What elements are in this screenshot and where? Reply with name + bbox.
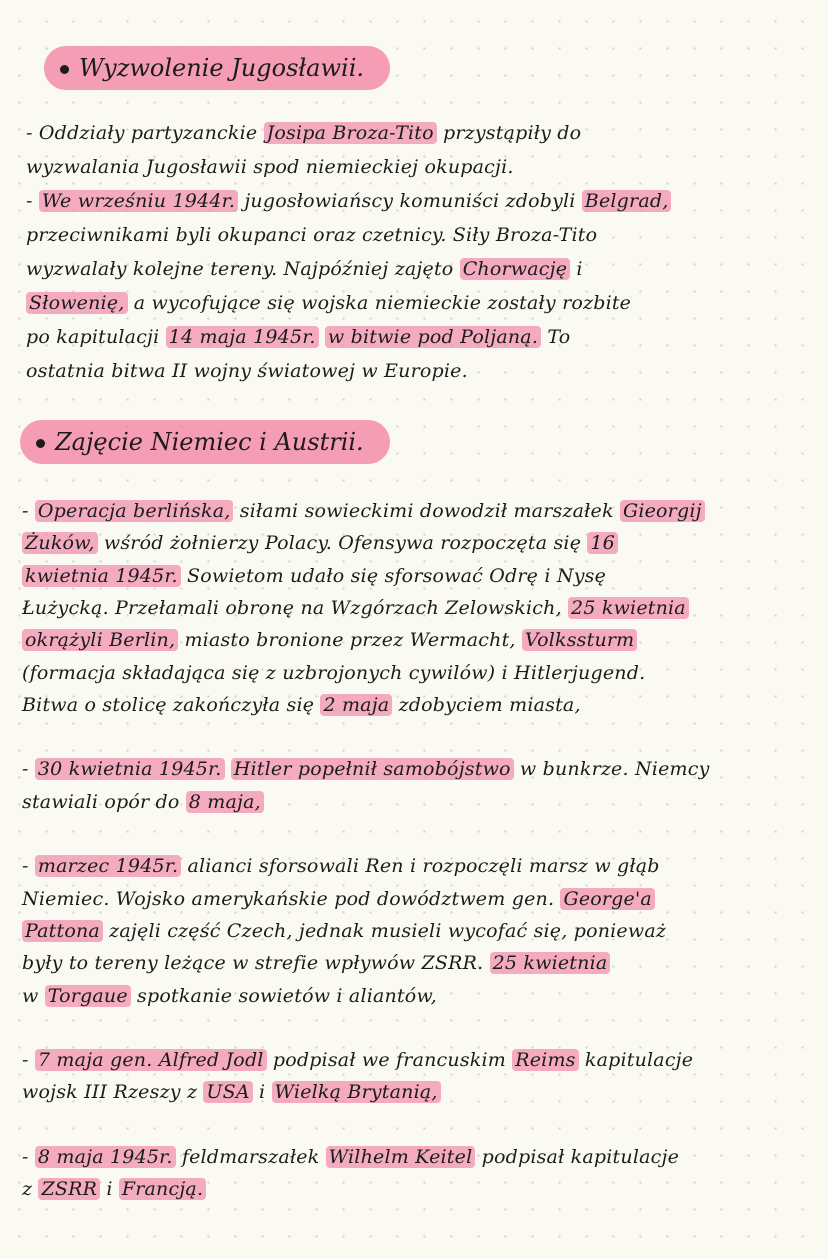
highlighted-text: 14 maja 1945r. [166, 326, 319, 348]
highlighted-text: Wilhelm Keitel [326, 1146, 476, 1168]
note-line [0, 690, 828, 720]
highlighted-text: Wielką Brytanią, [272, 1081, 441, 1103]
highlighted-text: Josipa Broza-Tito [264, 122, 437, 144]
bullet-icon [60, 65, 69, 74]
highlighted-text: Francją. [119, 1178, 206, 1200]
highlighted-text: Operacja berlińska, [35, 500, 234, 522]
note-text: i [252, 1081, 272, 1104]
bullet-icon [36, 439, 45, 448]
highlighted-text: kwietnia 1945r. [22, 565, 181, 587]
note-line [0, 625, 828, 655]
highlighted-text: 25 kwietnia [568, 597, 689, 619]
highlighted-text: George'a [560, 888, 655, 910]
note-line [0, 1174, 828, 1204]
highlighted-text: Żuków, [22, 532, 98, 554]
note-text: z [22, 1178, 39, 1201]
note-text: Bitwa o stolicę zakończyła się [22, 693, 321, 716]
note-text: a wycofujące się wojska niemieckie zostały rozbite [127, 292, 632, 314]
highlighted-text: marzec 1945r. [35, 855, 181, 877]
note-line [0, 981, 828, 1011]
note-text [225, 758, 231, 780]
highlighted-text: ZSRR [38, 1178, 100, 1200]
note-line [0, 658, 828, 688]
note-text: były to tereny leżące w strefie wpływów ZSRR. [22, 952, 490, 975]
highlighted-text: 16 [587, 532, 618, 554]
note-text: kapitulacje [578, 1049, 694, 1072]
highlighted-text: Słowenię, [26, 292, 128, 314]
note-text: - [22, 500, 35, 522]
note-text: po kapitulacji [26, 326, 166, 348]
highlighted-text: Torgaue [45, 985, 131, 1007]
note-line [0, 322, 828, 352]
note-text: przeciwnikami byli okupanci oraz czetnicy. Siły Broza-Tito [26, 224, 598, 246]
highlighted-text: Pattona [22, 920, 103, 942]
note-line [0, 220, 828, 250]
note-text: zdobyciem miasta, [392, 693, 581, 716]
highlighted-text: USA [203, 1081, 252, 1103]
note-text: To [541, 326, 571, 348]
note-text [319, 326, 325, 348]
note-line [0, 561, 828, 591]
note-text: - [22, 855, 35, 878]
highlighted-text: w bitwie pod Poljaną. [325, 326, 541, 348]
highlighted-text: Reims [512, 1049, 578, 1071]
note-line [0, 916, 828, 946]
section-heading-yugoslavia: Wyzwolenie Jugosławii. [44, 46, 390, 90]
note-text: podpisał we francuskim [266, 1049, 513, 1072]
note-text: - Oddziały partyzanckie [26, 122, 264, 144]
note-text: siłami sowieckimi dowodził marszałek [233, 500, 620, 522]
note-text: zajęli część Czech, jednak musieli wycofać się, ponieważ [102, 919, 667, 942]
note-text: feldmarszałek [175, 1146, 326, 1168]
note-line [0, 118, 828, 148]
note-line [0, 948, 828, 978]
highlighted-text: 7 maja gen. Alfred Jodl [35, 1049, 267, 1071]
note-line [0, 496, 828, 526]
highlighted-text: Gieorgij [620, 500, 705, 522]
note-line [0, 1045, 828, 1075]
note-text: (formacja składająca się z uzbrojonych cywilów) i Hitlerjugend. [22, 661, 646, 684]
note-text: jugosłowiańscy komuniści zdobyli [238, 190, 582, 212]
section-heading-germany-austria: Zajęcie Niemiec i Austrii. [20, 420, 390, 464]
highlighted-text: Volkssturm [522, 629, 637, 651]
note-text: wśród żołnierzy Polacy. Ofensywa rozpoczęta się [97, 532, 588, 555]
note-line [0, 254, 828, 284]
note-text: - [26, 190, 39, 212]
note-line [0, 754, 828, 784]
note-text: wyzwalania Jugosławii spod niemieckiej okupacji. [26, 156, 514, 178]
note-text: Łużycką. Przełamali obronę na Wzgórzach Zelowskich, [22, 596, 569, 619]
note-line [0, 528, 828, 558]
note-line [0, 884, 828, 914]
note-line [0, 1077, 828, 1107]
highlighted-text: 8 maja, [186, 791, 264, 813]
note-text: miasto bronione przez Wermacht, [178, 629, 522, 652]
note-text: w [22, 984, 45, 1007]
note-line [0, 593, 828, 623]
note-line [0, 288, 828, 318]
note-text: przystąpiły do [436, 122, 582, 144]
highlighted-text: Chorwację [460, 258, 570, 280]
note-text: w bunkrze. Niemcy [513, 758, 710, 781]
note-text: podpisał kapitulacje [475, 1146, 680, 1168]
note-text: alianci sforsowali Ren i rozpoczęli marsz w głąb [181, 855, 660, 878]
note-line [0, 186, 828, 216]
note-text: wyzwalały kolejne tereny. Najpóźniej zajęto [26, 258, 460, 280]
note-text: i [570, 258, 583, 280]
note-text: spotkanie sowietów i aliantów, [130, 984, 437, 1007]
note-text: - [22, 758, 35, 781]
note-text: wojsk III Rzeszy z [22, 1081, 204, 1104]
note-line [0, 152, 828, 182]
highlighted-text: 30 kwietnia 1945r. [35, 758, 225, 780]
note-text: stawiali opór do [22, 790, 186, 813]
note-line [0, 1142, 828, 1172]
highlighted-text: okrążyli Berlin, [22, 629, 178, 651]
note-line [0, 851, 828, 881]
highlighted-text: Belgrad, [582, 190, 672, 212]
note-text: - [22, 1146, 35, 1168]
highlighted-text: We wrześniu 1944r. [39, 190, 238, 212]
highlighted-text: 25 kwietnia [490, 952, 611, 974]
note-line [0, 787, 828, 817]
highlighted-text: 8 maja 1945r. [35, 1146, 176, 1168]
note-line [0, 356, 828, 386]
note-text: Niemiec. Wojsko amerykańskie pod dowództwem gen. [22, 887, 561, 910]
note-text: Sowietom udało się sforsować Odrę i Nysę [180, 564, 607, 587]
note-text: i [100, 1178, 119, 1201]
highlighted-text: Hitler popełnił samobójstwo [231, 758, 514, 780]
note-text: - [22, 1049, 35, 1072]
highlighted-text: 2 maja [320, 694, 392, 716]
note-text: ostatnia bitwa II wojny światowej w Europie. [26, 360, 468, 382]
